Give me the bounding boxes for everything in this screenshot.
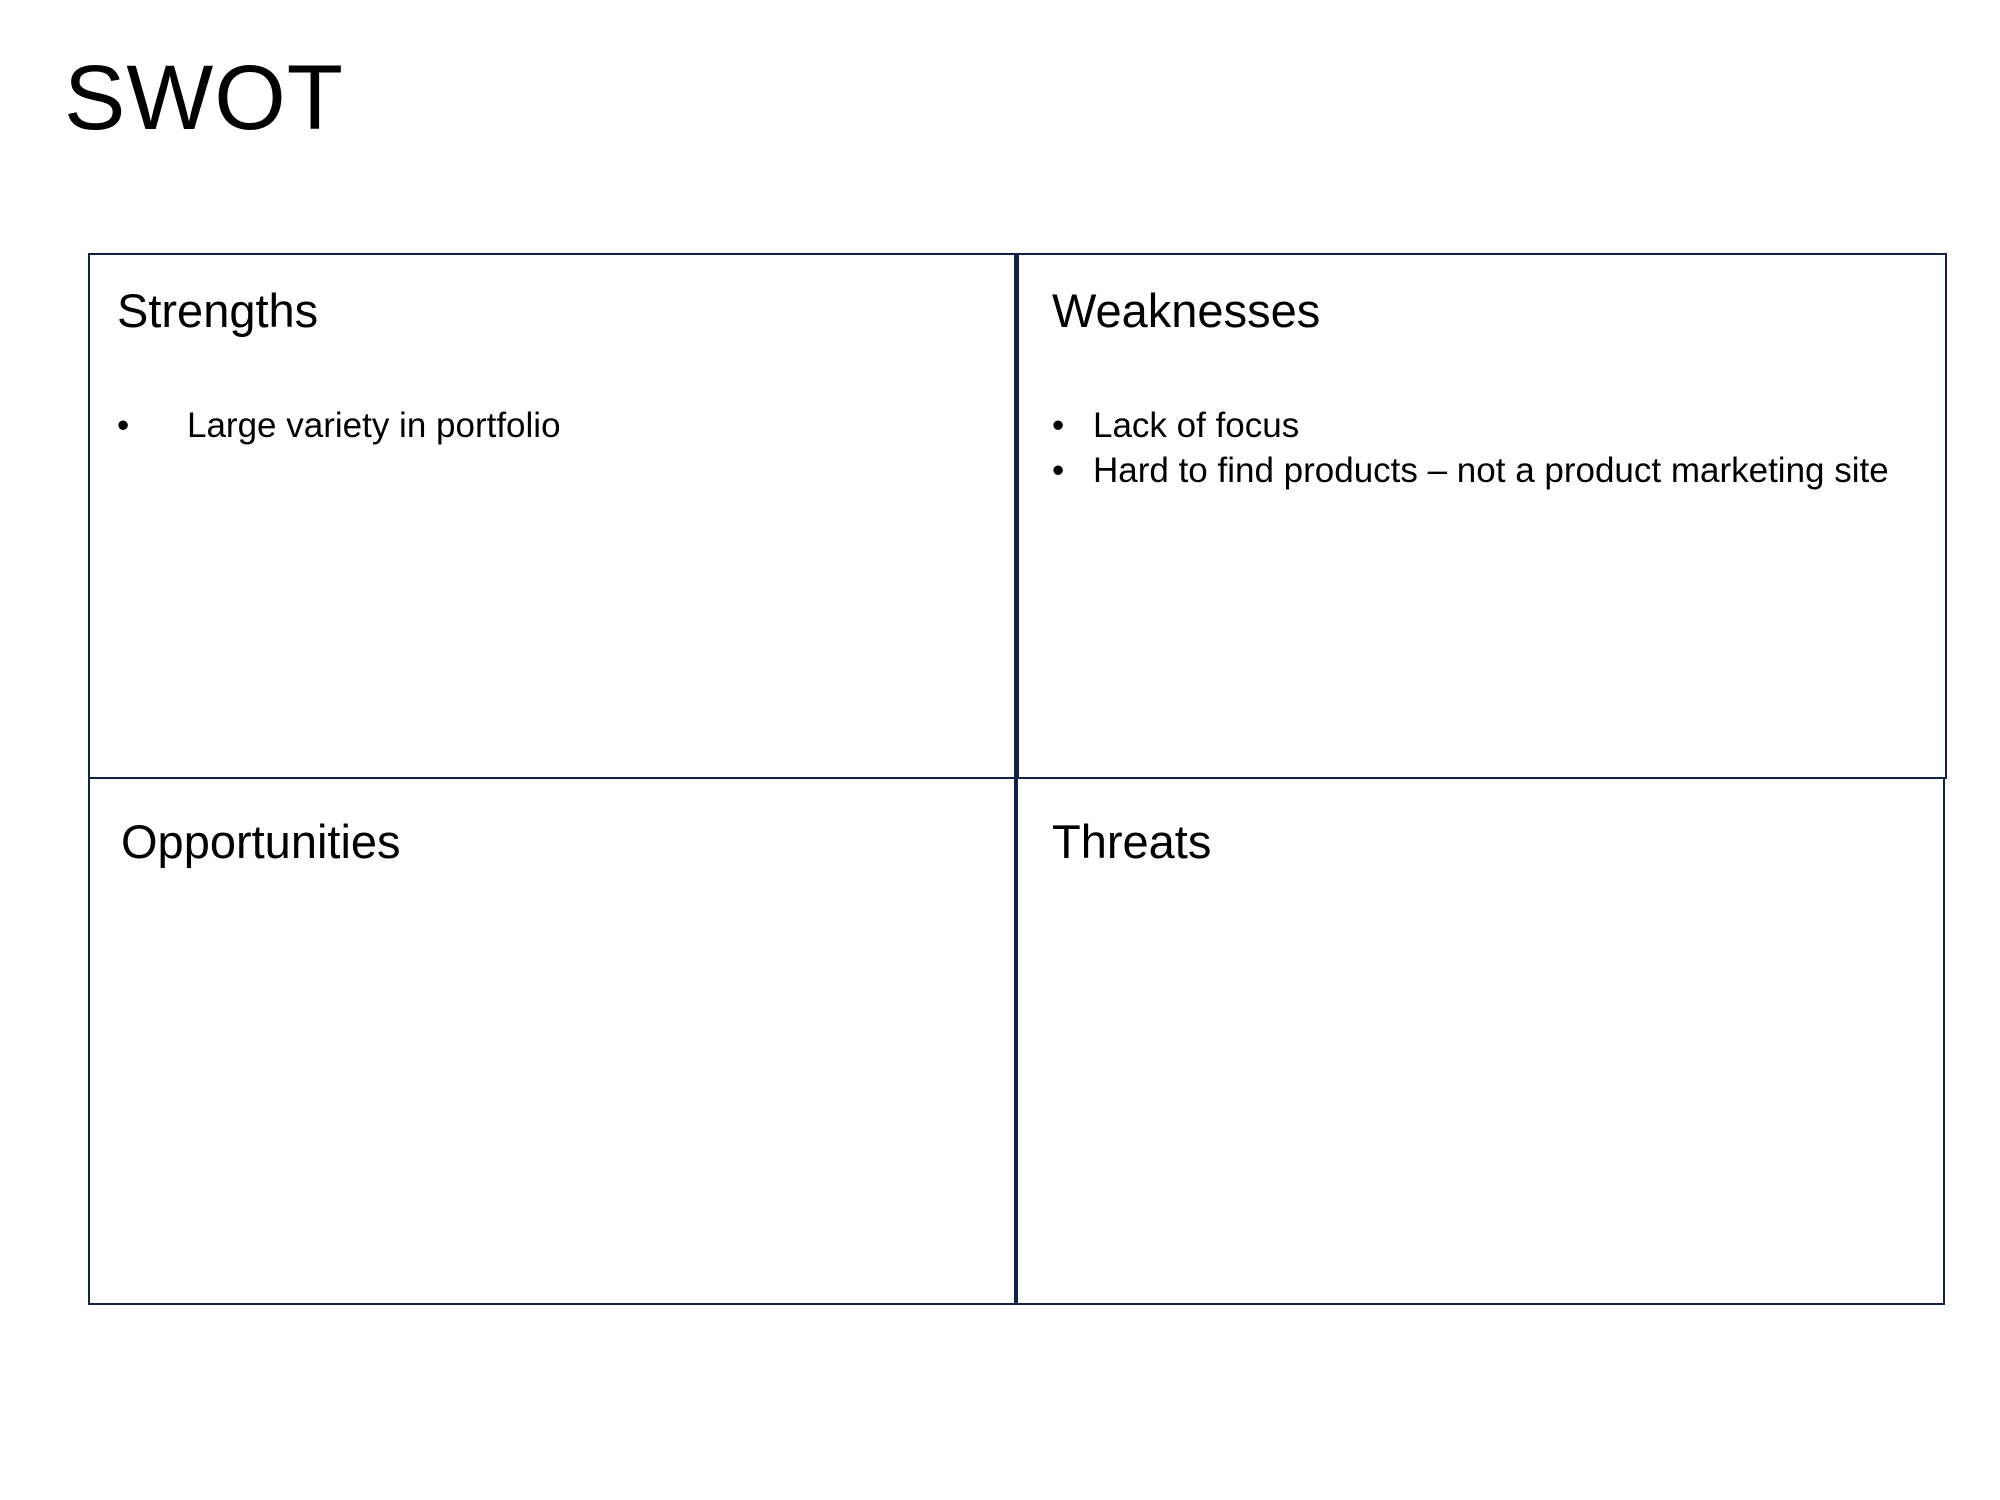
list-item-text: Hard to find products – not a product marketing site — [1093, 451, 1889, 490]
bullet-icon: • — [1052, 406, 1065, 445]
list-item — [117, 403, 974, 448]
slide-title: SWOT — [64, 47, 344, 149]
strengths-heading: Strengths — [117, 284, 319, 337]
list-item-text: Lack of focus — [1093, 406, 1300, 445]
threats-heading: Threats — [1052, 815, 1212, 868]
strengths-quadrant — [88, 253, 1016, 779]
weaknesses-list — [1052, 403, 1905, 493]
bullet-icon: • — [117, 406, 130, 445]
weaknesses-quadrant — [1016, 253, 1947, 779]
bullet-icon: • — [1052, 451, 1065, 490]
threats-quadrant — [1016, 777, 1945, 1305]
list-item — [1052, 448, 1905, 493]
opportunities-quadrant — [88, 777, 1016, 1305]
strengths-list — [117, 403, 974, 448]
weaknesses-heading: Weaknesses — [1052, 284, 1321, 337]
list-item-text: Large variety in portfolio — [187, 406, 561, 445]
opportunities-heading: Opportunities — [121, 815, 401, 868]
list-item — [1052, 403, 1905, 448]
